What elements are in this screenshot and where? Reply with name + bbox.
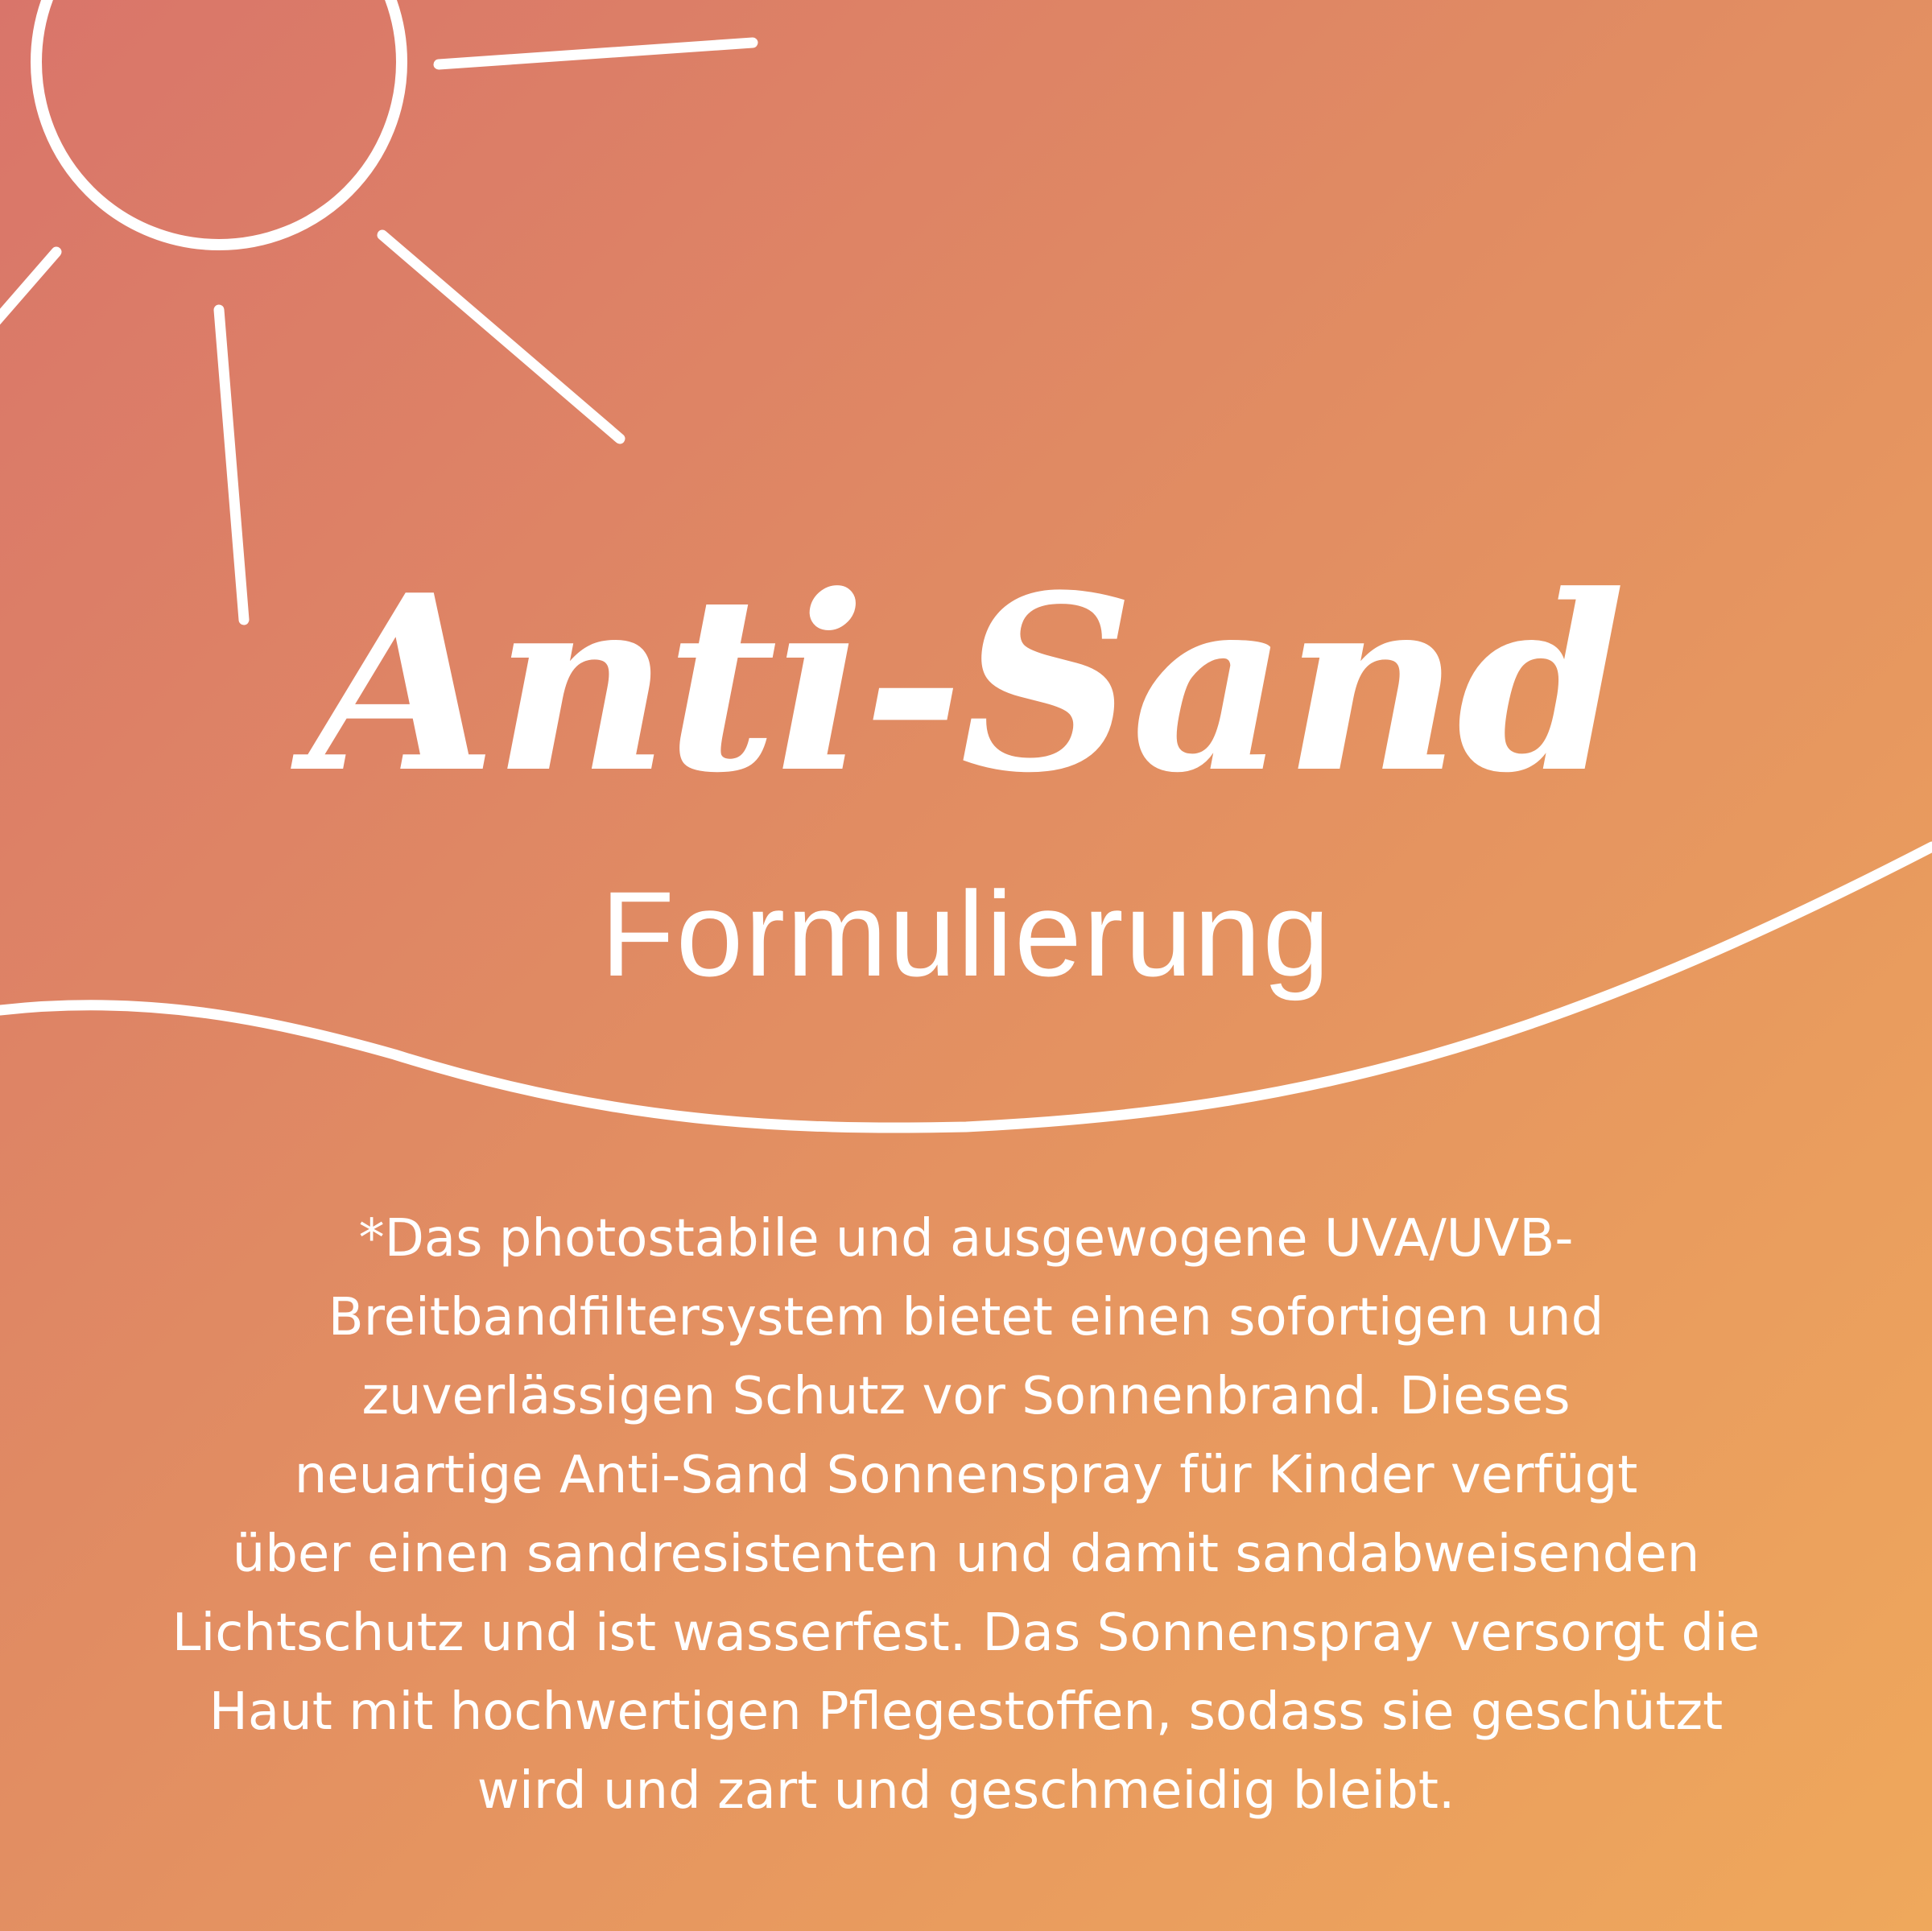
description-line: neuartige Anti-Sand Sonnenspray für Kinder verfügt: [294, 1446, 1638, 1505]
description-line: zuverlässigen Schutz vor Sonnenbrand. Dieses: [361, 1367, 1571, 1426]
subheadline: Formulierung: [601, 866, 1331, 1001]
description-line: über einen sandresistenten und damit sandabweisenden: [232, 1525, 1700, 1584]
description-line: Haut mit hochwertigen Pflegestoffen, sodass sie geschützt: [208, 1682, 1724, 1742]
sun-icon: [0, 0, 753, 620]
headline: Anti-Sand: [309, 542, 1623, 826]
sun-ray-right: [439, 43, 753, 64]
description-line: Breitbandfiltersystem bietet einen sofortigen und: [328, 1288, 1604, 1347]
description-line: Lichtschutz und ist wasserfest. Das Sonnenspray versorgt die: [171, 1603, 1761, 1663]
description-paragraph: [48, 1199, 1884, 1830]
sun-disc: [36, 0, 402, 245]
sun-ray-lower-right: [382, 235, 620, 439]
sun-ray-lower-left: [0, 252, 56, 326]
description-line: *Das photostabile und ausgewogene UVA/UVB-: [358, 1209, 1574, 1269]
description-line: wird und zart und geschmeidig bleibt.: [477, 1761, 1455, 1821]
